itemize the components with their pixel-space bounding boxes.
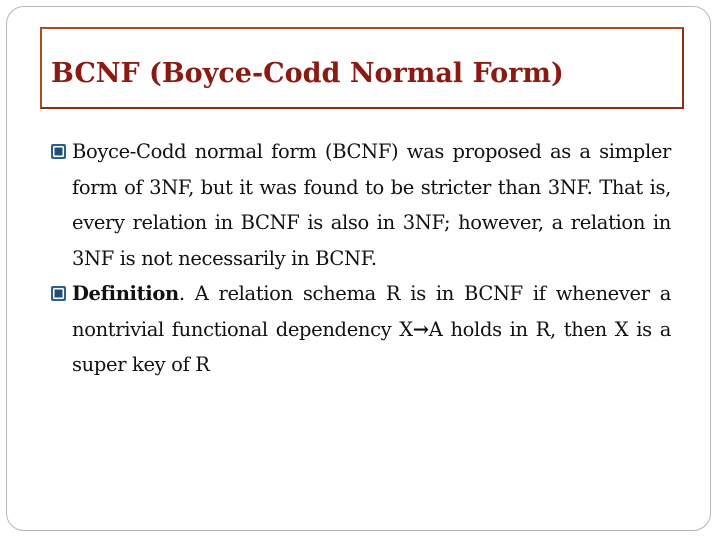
bullet-list [51, 134, 671, 383]
definition-text-part-2: A holds in R, then X is a super key of R [72, 317, 672, 376]
checkbox-square-bullet-icon [51, 144, 66, 159]
arrow-icon: → [412, 317, 429, 341]
checkbox-square-bullet-icon [51, 286, 66, 301]
definition-text-part-1: . A relation schema R is in BCNF if whenever a nontrivial functional dependency X [72, 282, 671, 341]
bullet-item-bcnf-intro [51, 134, 671, 276]
bullet-text: Boyce-Codd normal form (BCNF) was proposed as a simpler form of 3NF, but it was found to be stricter than 3NF. That is, every relation in BCNF is also in 3NF; however, a relation in 3NF is not necessarily in BCNF. [72, 140, 671, 270]
definition-label: Definition [72, 282, 179, 305]
slide-title: BCNF (Boyce-Codd Normal Form) [51, 58, 564, 89]
bullet-item-definition [51, 276, 671, 383]
